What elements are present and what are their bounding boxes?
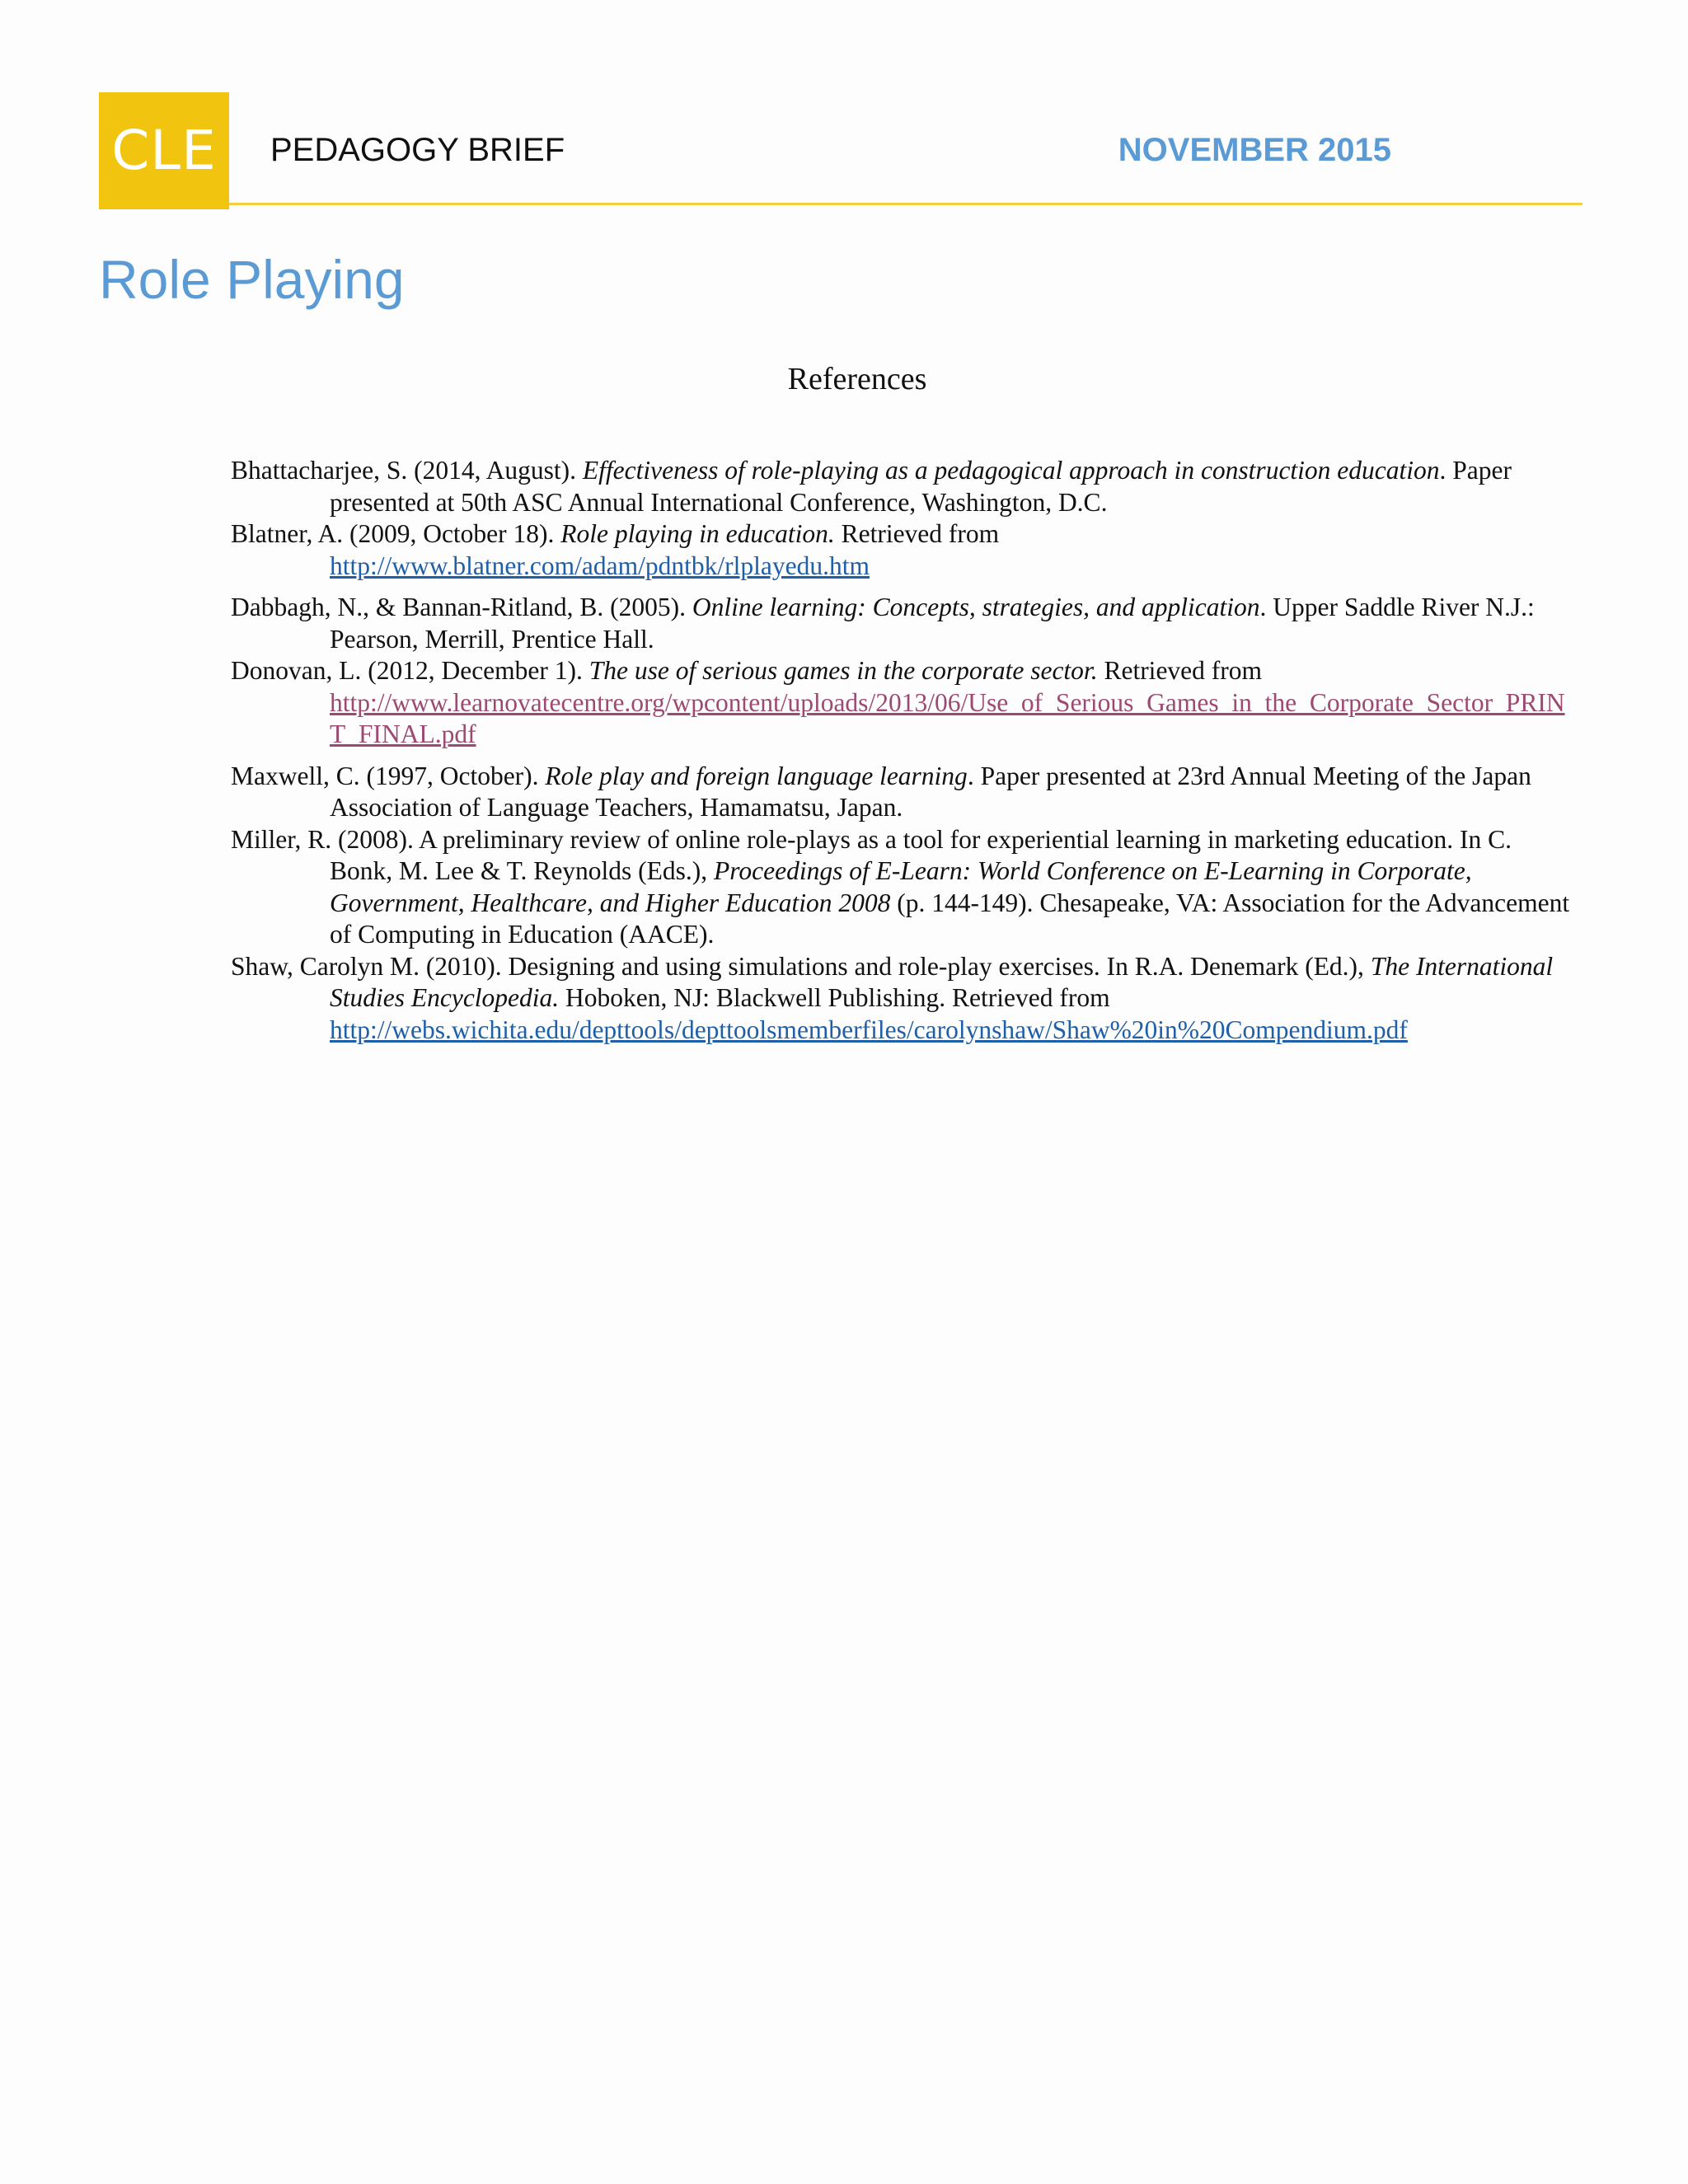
reference-text: Shaw, Carolyn M. (2010). Designing and using simulations and role-play exercises. In R.A. Denemark (Ed.), [231,951,1371,981]
reference-text: Retrieved from [1097,656,1263,685]
references-heading: References [787,362,927,396]
brief-label: PEDAGOGY BRIEF [270,132,565,168]
reference-title: Role playing in education. [560,519,835,548]
reference-title: The use of serious games in the corporate sector. [588,656,1098,685]
reference-link-shaw[interactable]: http://webs.wichita.edu/depttools/depttoolsmemberfiles/carolynshaw/Shaw%20in%20Compendium.pdf [330,1015,1408,1044]
reference-link-blatner[interactable]: http://www.blatner.com/adam/pdntbk/rlplayedu.htm [330,551,870,580]
reference-text: Dabbagh, N., & Bannan-Ritland, B. (2005). [231,593,692,621]
reference-text: (p. 144-149). Chesapeake, VA: Association for the Advancement of Computing in Education (AACE). [330,888,1570,949]
reference-miller [231,824,1574,951]
reference-maxwell [231,761,1574,824]
reference-title: Proceedings of E-Learn: World Conference on E-Learning in Corporate, Government, Healthcare, and Higher Education 2008 [330,856,1472,917]
reference-list [231,455,1574,1046]
reference-text: Blatner, A. (2009, October 18). [231,519,561,548]
reference-text: Miller, R. (2008). A preliminary review of online role-plays as a tool for experiential learning in marketing education. In C. Bonk, M. Lee & T. Reynolds (Eds.), [231,824,1512,885]
reference-title: Role play and foreign language learning [545,761,968,790]
reference-text: . Paper presented at 50th ASC Annual International Conference, Washington, D.C. [330,456,1512,517]
reference-title: Online learning: Concepts, strategies, and application [692,593,1260,621]
reference-title: The International Studies Encyclopedia. [330,951,1554,1012]
issue-date: NOVEMBER 2015 [1118,132,1391,168]
reference-text: Donovan, L. (2012, December 1). [231,656,589,685]
reference-shaw [231,951,1574,1047]
reference-text: Retrieved from [834,519,1000,548]
header-divider [229,203,1582,205]
reference-donovan [231,655,1574,751]
reference-title: Effectiveness of role-playing as a pedagogical approach in construction education [582,456,1440,485]
reference-link-donovan[interactable]: http://www.learnovatecentre.org/wpcontent/uploads/2013/06/Use_of_Serious_Games_in_the_Corporate_Sector_PRINT_FINAL.pdf [330,687,1565,748]
reference-blatner [231,518,1574,582]
reference-text: . Upper Saddle River N.J.: Pearson, Merrill, Prentice Hall. [330,593,1535,654]
reference-text: Hoboken, NJ: Blackwell Publishing. Retrieved from [559,983,1110,1012]
logo-text: CLE [111,119,217,182]
reference-text: Bhattacharjee, S. (2014, August). [231,456,583,485]
cle-logo [99,92,229,209]
page-title: Role Playing [99,249,405,310]
reference-bhattacharjee [231,455,1574,518]
reference-dabbagh [231,592,1574,655]
reference-text: . Paper presented at 23rd Annual Meeting of the Japan Association of Language Teachers, Hamamatsu, Japan. [330,761,1531,822]
reference-text: Maxwell, C. (1997, October). [231,761,546,790]
